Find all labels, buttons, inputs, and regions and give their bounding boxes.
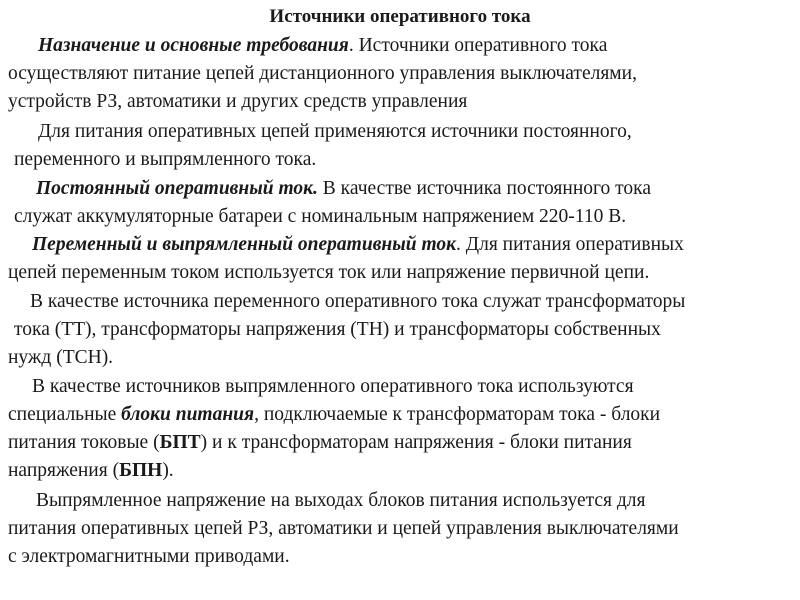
- p4-line-1: [32, 233, 684, 257]
- p6-line-4-a: напряжения (: [8, 460, 120, 481]
- p1-heading: Назначение и основные требования: [38, 35, 349, 56]
- p3-heading: Постоянный оперативный ток.: [36, 178, 318, 199]
- p4-line-1-text: . Для питания оперативных: [456, 234, 684, 255]
- p6-term-blocks: блоки питания: [121, 404, 255, 425]
- p3-line-1: [36, 177, 651, 201]
- p5-line-3: нужд (ТСН).: [8, 347, 114, 368]
- p5-line-1: В качестве источника переменного оперативного тока служат трансформаторы: [30, 291, 686, 312]
- p3-line-2: служат аккумуляторные батареи с номинальным напряжением 220-110 В.: [14, 206, 627, 227]
- p2-line-2: переменного и выпрямленного тока.: [14, 149, 317, 170]
- p7-line-1: Выпрямленное напряжение на выходах блоков питания используется для: [36, 490, 646, 511]
- p3-line-1-text: В качестве источника постоянного тока: [317, 178, 651, 199]
- p6-line-1: В качестве источников выпрямленного оперативного тока используются: [32, 376, 634, 397]
- p6-line-2: [8, 403, 660, 427]
- page-title: Источники оперативного тока: [269, 6, 531, 27]
- p6-line-3: [8, 431, 632, 455]
- p7-line-3: с электромагнитными приводами.: [8, 546, 290, 567]
- p7-line-2: питания оперативных цепей РЗ, автоматики и цепей управления выключателями: [8, 518, 679, 539]
- p6-line-4: [8, 459, 174, 483]
- p6-line-2-c: , подключаемые к трансформаторам тока - блоки: [254, 404, 661, 425]
- p6-term-bpt: БПТ: [159, 432, 201, 453]
- p4-heading: Переменный и выпрямленный оперативный ток: [32, 234, 457, 255]
- p6-line-2-a: специальные: [8, 404, 122, 425]
- p1-line-3: устройств РЗ, автоматики и других средств управления: [8, 91, 468, 112]
- p6-term-bpn: БПН: [119, 460, 163, 481]
- p2-line-1: Для питания оперативных цепей применяются источники постоянного,: [38, 121, 632, 142]
- p6-line-3-c: ) и к трансформаторам напряжения - блоки питания: [200, 432, 632, 453]
- p6-line-3-a: питания токовые (: [8, 432, 160, 453]
- p6-line-4-c: ).: [162, 460, 174, 481]
- p1-line-1: [38, 34, 607, 58]
- p4-line-2: цепей переменным током используется ток или напряжение первичной цепи.: [8, 262, 650, 283]
- p1-line-1-text: . Источники оперативного тока: [348, 35, 608, 56]
- p1-line-2: осуществляют питание цепей дистанционного управления выключателями,: [8, 63, 637, 84]
- p5-line-2: тока (ТТ), трансформаторы напряжения (ТН) и трансформаторы собственных: [14, 319, 661, 340]
